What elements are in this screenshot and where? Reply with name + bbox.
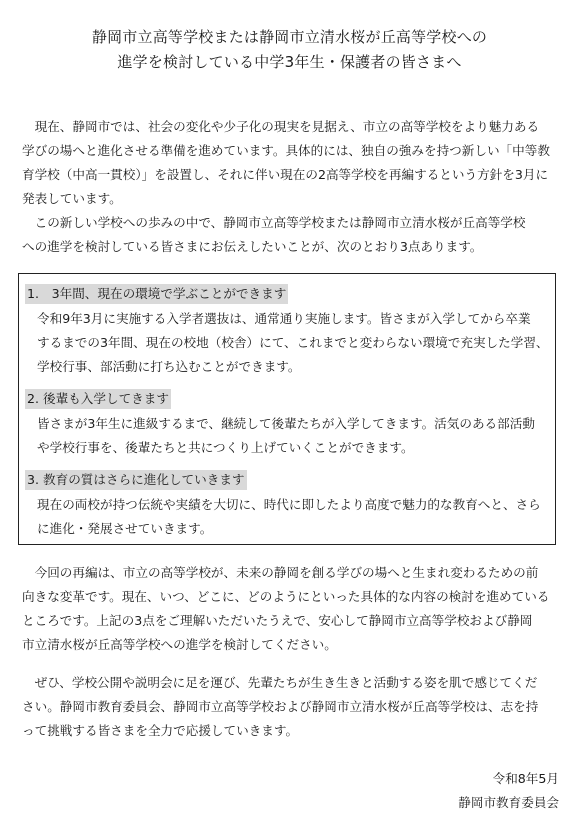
text-line: ところです。上記の3点をご理解いただいたうえで、安心して静岡市立高等学校および静岡: [22, 613, 533, 628]
key-point-heading: 3. 教育の質はさらに進化していきます: [25, 470, 247, 490]
text-line: 現在の両校が持つ伝統や実績を大切に、時代に即したより高度で魅力的な教育へと、さら: [37, 497, 541, 512]
text-line: 学びの場へと進化させる準備を進めています。具体的には、独自の強みを持つ新しい「中等教: [22, 143, 550, 158]
text-line: ぜひ、学校公開や説明会に足を運び、先輩たちが生き生きと活動する姿を肌で感じてくだ: [22, 675, 538, 690]
key-points-box: [18, 273, 556, 545]
key-point-3: [25, 470, 549, 541]
key-point-heading: 1. 3年間、現在の環境で学ぶことができます: [25, 284, 288, 304]
issuing-organization: 静岡市教育委員会: [458, 795, 559, 810]
document-title-line-2: 進学を検討している中学3年生・保護者の皆さまへ: [117, 53, 462, 71]
text-line: 現在、静岡市では、社会の変化や少子化の現実を見据え、市立の高等学校をより魅力ある: [22, 119, 540, 134]
intro-paragraph-1: [22, 115, 562, 211]
text-line: って挑戦する皆さまを全力で応援していきます。: [22, 723, 299, 738]
closing-paragraph-2: [22, 671, 562, 743]
intro-paragraph-2: [22, 211, 562, 259]
key-point-heading: 2. 後輩も入学してきます: [25, 389, 171, 409]
text-line: 皆さまが3年生に進級するまで、継続して後輩たちが入学してきます。活気のある部活動: [37, 416, 535, 431]
text-line: するまでの3年間、現在の校地（校舎）にて、これまでと変わらない環境で充実した学習、: [37, 335, 549, 350]
key-point-2: [25, 389, 549, 460]
issue-date: 令和8年5月: [492, 771, 559, 786]
document-title-line-1: 静岡市立高等学校または静岡市立清水桜が丘高等学校への: [91, 28, 488, 46]
text-line: に進化・発展させていきます。: [37, 521, 213, 536]
text-line: 向きな変革です。現在、いつ、どこに、どのようにといった具体的な内容の検討を進めている: [22, 589, 550, 604]
text-line: 学校行事、部活動に打ち込むことができます。: [37, 359, 301, 374]
text-line: さい。静岡市教育委員会、静岡市立高等学校および静岡市立清水桜が丘高等学校は、志を持: [22, 699, 539, 714]
text-line: 育学校（中高一貫校）」を設置し、それに伴い現在の2高等学校を再編するという方針を3月に: [22, 167, 549, 182]
text-line: 今回の再編は、市立の高等学校が、未来の静岡を創る学びの場へと生まれ変わるための前: [22, 565, 539, 580]
text-line: への進学を検討している皆さまにお伝えしたいことが、次のとおり3点あります。: [22, 239, 483, 254]
text-line: 令和9年3月に実施する入学者選抜は、通常通り実施します。皆さまが入学してから卒業: [37, 311, 531, 326]
key-point-1: [25, 284, 549, 379]
text-line: この新しい学校への歩みの中で、静岡市立高等学校または静岡市立清水桜が丘高等学校: [22, 215, 526, 230]
closing-paragraph-1: [22, 561, 562, 657]
text-line: 発表しています。: [22, 191, 122, 206]
text-line: 市立清水桜が丘高等学校への進学を検討してください。: [22, 637, 337, 652]
text-line: や学校行事を、後輩たちと共につくり上げていくことができます。: [37, 440, 414, 455]
